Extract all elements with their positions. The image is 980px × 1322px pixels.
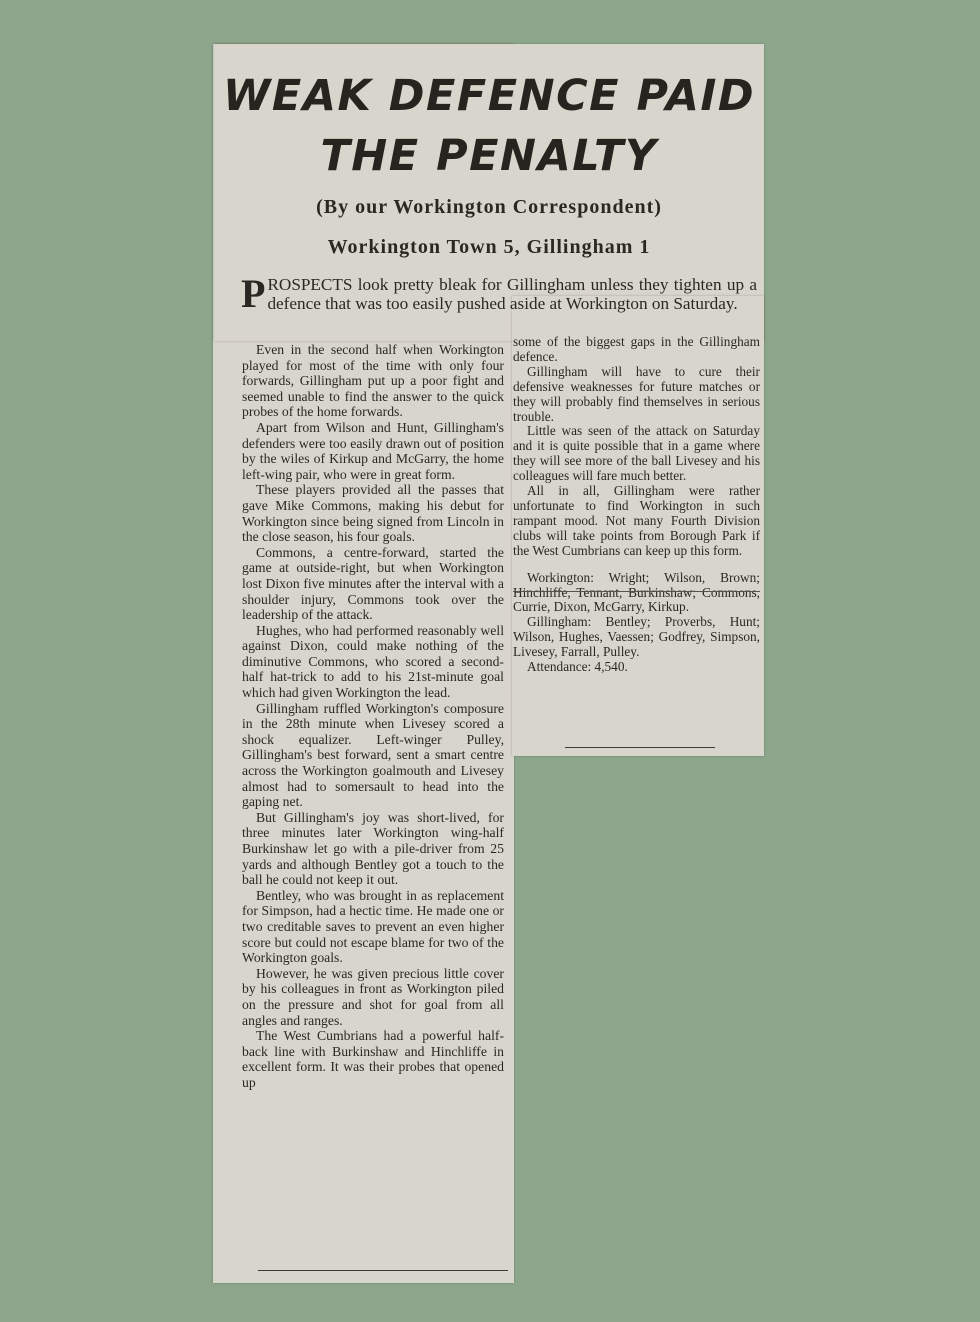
- headline-line-1: WEAK DEFENCE PAID: [222, 71, 756, 121]
- byline: (By our Workington Correspondent): [316, 196, 662, 218]
- article-paragraph: Hughes, who had performed reasonably well against Dixon, could make nothing of the diminutive Commons, who scored a second-half hat-trick to add to his 21st-minute goal which had given Workington the lead.: [242, 622, 504, 701]
- article-paragraph: Bentley, who was brought in as replacement for Simpson, had a hectic time. He made one or two creditable saves to prevent an even higher score but could not escape blame for two of the Workington goals.: [242, 887, 504, 966]
- article-paragraph-continued: some of the biggest gaps in the Gillingham defence.: [513, 334, 760, 364]
- article-paragraph: But Gillingham's joy was short-lived, for three minutes later Workington wing-half Burkinshaw let go with a pile-driver from 25 yards and although Bentley got a touch to the ball he could not keep it out.: [242, 809, 504, 888]
- article-paragraph: Even in the second half when Workington played for most of the time with only four forwards, Gillingham put up a poor fight and seemed unable to find the answer to the quick probes of the home forwards.: [242, 342, 504, 420]
- article-paragraph: However, he was given precious little cover by his colleagues in front as Workington piled on the pressure and shot for goal from all angles and ranges.: [242, 965, 504, 1028]
- lead-text: ROSPECTS look pretty bleak for Gillingham unless they tighten up a defence that was too easily pushed aside at Workington on Saturday.: [267, 275, 757, 313]
- attendance: Attendance: 4,540.: [527, 659, 628, 675]
- divider: [513, 591, 760, 592]
- article-paragraph: Apart from Wilson and Hunt, Gillingham's defenders were too easily drawn out of position by the wiles of Kirkup and McGarry, the home left-wing pair, who were in great form.: [242, 419, 504, 482]
- drop-cap: P: [241, 271, 266, 316]
- divider: [565, 747, 715, 748]
- lead-paragraph: [241, 271, 757, 316]
- article-paragraph: All in all, Gillingham were rather unfortunate to find Workington in such rampant mood. Not many Fourth Division clubs will take points from Borough Park if the West Cumbrians can keep up this form.: [513, 483, 760, 558]
- right-column: [513, 335, 760, 675]
- headline: [214, 66, 764, 186]
- article-paragraph: Gillingham ruffled Workington's composure in the 28th minute when Livesey scored a shock equalizer. Left-winger Pulley, Gillingham's best forward, sent a smart centre across the Workington goalmouth and Livesey almost had to somersault to head into the gaping net.: [242, 700, 504, 810]
- team-lineup-workington: Workington: Wright; Wilson, Brown; Hinchliffe, Tennant, Burkinshaw; Commons, Currie, Dixon, McGarry, Kirkup.: [513, 569, 760, 615]
- article-paragraph: The West Cumbrians had a powerful half-back line with Burkinshaw and Hinchliffe in excellent form. It was their probes that opened up: [242, 1028, 504, 1090]
- divider: [258, 1270, 508, 1271]
- match-score: Workington Town 5, Gillingham 1: [327, 236, 651, 258]
- headline-line-2: THE PENALTY: [320, 131, 658, 181]
- article-paragraph: Little was seen of the attack on Saturday and it is quite possible that in a game where they will see more of the ball Livesey and his colleagues will fare much better.: [513, 423, 760, 484]
- left-column: [242, 342, 504, 1091]
- team-lineup-gillingham: Gillingham: Bentley; Proverbs, Hunt; Wilson, Hughes, Vaessen; Godfrey, Simpson, Livesey, Farrall, Pulley.: [513, 614, 760, 660]
- article-paragraph: Gillingham will have to cure their defensive weaknesses for future matches or they will probably find themselves in serious trouble.: [513, 363, 760, 424]
- article-paragraph: Commons, a centre-forward, started the game at outside-right, but when Workington lost Dixon five minutes after the interval with a shoulder injury, Commons took over the leadership of the attack.: [242, 544, 504, 623]
- article-paragraph: These players provided all the passes that gave Mike Commons, making his debut for Workington since being signed from Lincoln in the close season, his four goals.: [242, 482, 504, 545]
